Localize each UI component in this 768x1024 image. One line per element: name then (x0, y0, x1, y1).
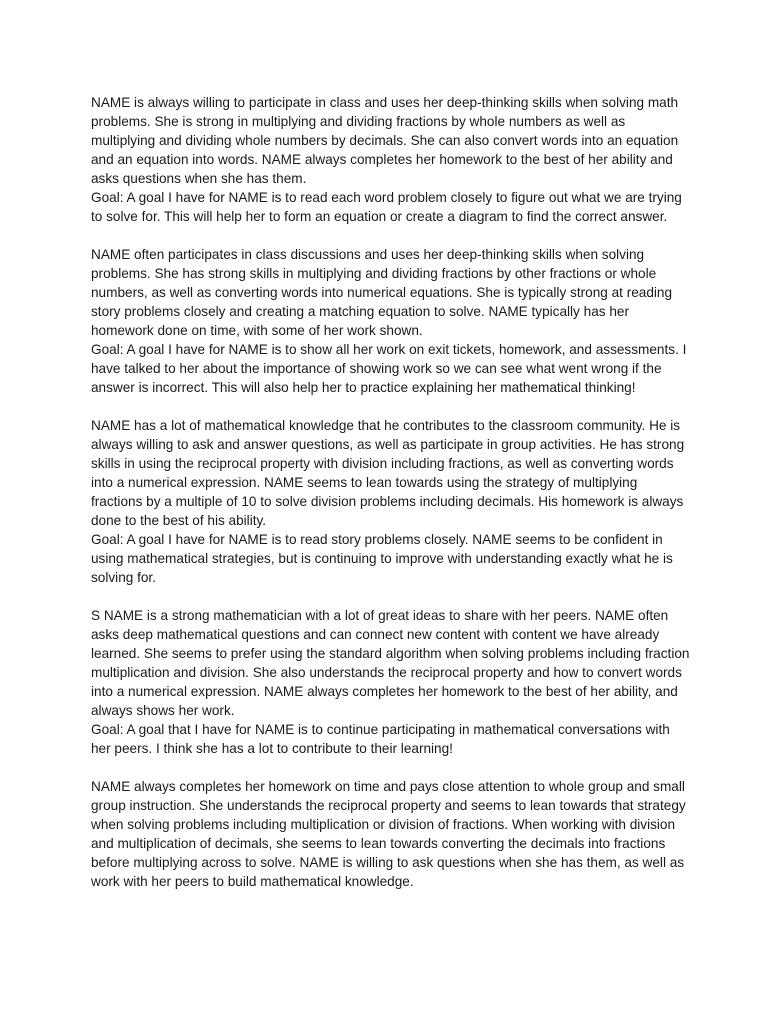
comment-text: NAME always completes her homework on time and pays close attention to whole group and small group instruction. She understands the reciprocal property and seems to lean towards that strategy when solving problems including multiplication or division of fractions. When working with division and multiplication of decimals, she seems to lean towards converting the decimals into fractions before multiplying across to solve. NAME is willing to ask questions when she has them, as well as work with her peers to build mathematical knowledge. (91, 779, 686, 889)
comment-text: NAME often participates in class discussions and uses her deep-thinking skills when solving problems. She has strong skills in multiplying and dividing fractions by other fractions or whole numbers, as well as converting words into numerical equations. She is typically strong at reading story problems closely and creating a matching equation to solve. NAME typically has her homework done on time, with some of her work shown. (91, 247, 673, 338)
report-comment-2 (91, 245, 691, 397)
report-comment-4 (91, 606, 691, 758)
goal-text: Goal: A goal I have for NAME is to read story problems closely. NAME seems to be confident in using mathematical strategies, but is continuing to improve with understanding exactly what he is solving for. (91, 532, 673, 585)
goal-text: Goal: A goal I have for NAME is to show all her work on exit tickets, homework, and assessments. I have talked to her about the importance of showing work so we can see what went wrong if the answer is incorrect. This will also help her to practice explaining her mathematical thinking! (91, 342, 687, 395)
report-comment-1 (91, 93, 691, 226)
report-comment-5 (91, 777, 691, 891)
goal-text: Goal: A goal that I have for NAME is to continue participating in mathematical conversations with her peers. I think she has a lot to contribute to their learning! (91, 722, 670, 756)
goal-text: Goal: A goal I have for NAME is to read each word problem closely to figure out what we are trying to solve for. This will help her to form an equation or create a diagram to find the correct answer. (91, 190, 682, 224)
comment-text: S NAME is a strong mathematician with a lot of great ideas to share with her peers. NAME often asks deep mathematical questions and can connect new content with content we have already learned. She seems to prefer using the standard algorithm when solving problems including fraction multiplication and division. She also understands the reciprocal property and how to convert words into a numerical expression. NAME always completes her homework to the best of her ability, and always shows her work. (91, 608, 690, 718)
report-comment-3 (91, 416, 691, 587)
comment-text: NAME has a lot of mathematical knowledge that he contributes to the classroom community. He is always willing to ask and answer questions, as well as participate in group activities. He has strong skills in using the reciprocal property with division including fractions, as well as converting words into a numerical expression. NAME seems to lean towards using the strategy of multiplying fractions by a multiple of 10 to solve division problems including decimals. His homework is always done to the best of his ability. (91, 418, 685, 528)
comment-text: NAME is always willing to participate in class and uses her deep-thinking skills when solving math problems. She is strong in multiplying and dividing fractions by whole numbers as well as multiplying and dividing whole numbers by decimals. She can also convert words into an equation and an equation into words. NAME always completes her homework to the best of her ability and asks questions when she has them. (91, 95, 679, 186)
document-body (91, 93, 691, 910)
